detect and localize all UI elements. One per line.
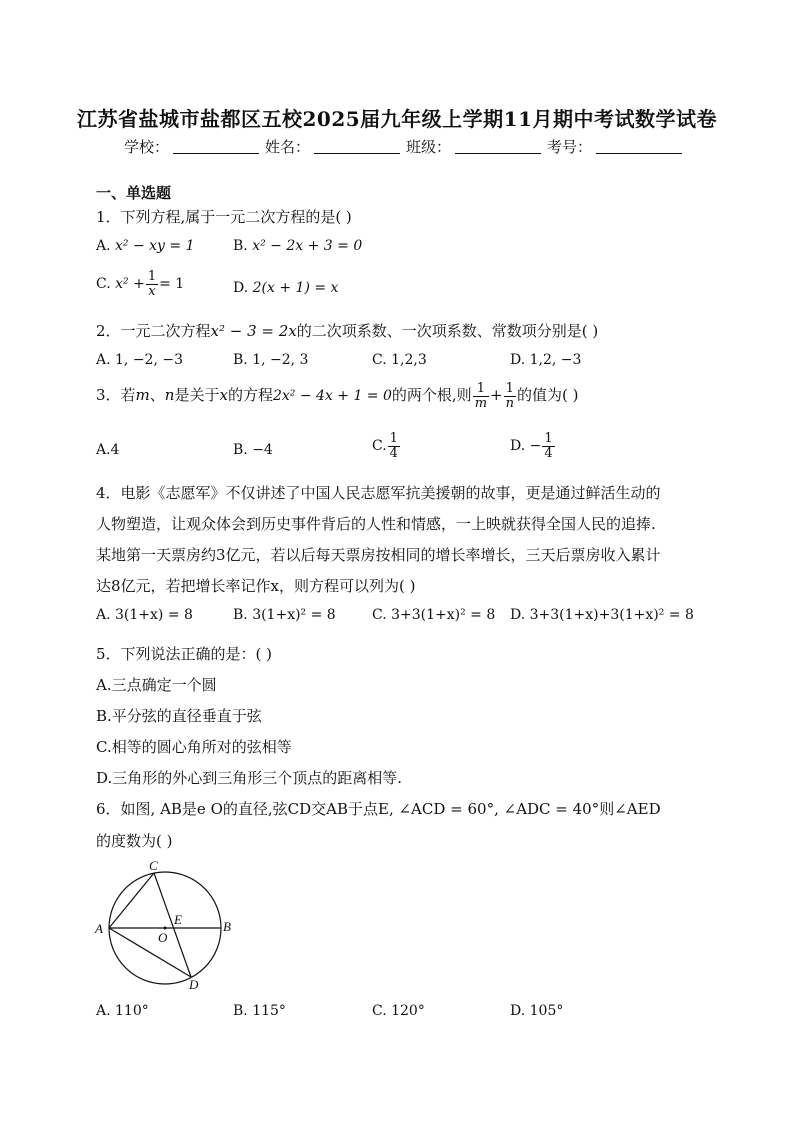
name-label: 姓名： bbox=[265, 138, 311, 156]
label-c: C bbox=[149, 858, 158, 873]
q3-option-b: B. −4 bbox=[233, 442, 273, 458]
q3-f2-num: 1 bbox=[504, 382, 516, 397]
number-label: 考号： bbox=[547, 138, 593, 156]
student-info-row bbox=[124, 136, 688, 157]
q6-option-c: C. 120° bbox=[372, 1003, 425, 1019]
q3-var-m: m bbox=[135, 386, 150, 405]
q1-d-label: D. bbox=[233, 280, 249, 296]
q6-line-2: 的度数为( ) bbox=[96, 832, 173, 850]
label-o: O bbox=[158, 930, 168, 945]
label-d: D bbox=[189, 977, 199, 992]
q2-option-a: A. 1, −2, −3 bbox=[96, 352, 183, 368]
q5-option-c: C.相等的圆心角所对的弦相等 bbox=[96, 738, 292, 756]
q4-option-c: C. 3+3(1+x)² = 8 bbox=[372, 607, 496, 623]
q2-option-b: B. 1, −2, 3 bbox=[233, 352, 309, 368]
q1-c-num: 1 bbox=[147, 269, 157, 284]
q1-option-a bbox=[96, 238, 195, 254]
q4-line-1: 4．电影《志愿军》不仅讲述了中国人民志愿军抗美援朝的故事，更是通过鲜活生动的 bbox=[96, 484, 661, 502]
q6-option-b: B. 115° bbox=[233, 1003, 286, 1019]
q3-var-x: x bbox=[219, 386, 228, 405]
q3-d-num: 1 bbox=[544, 431, 553, 446]
q3-stem-e: 的值为( ) bbox=[516, 386, 579, 405]
class-label: 班级： bbox=[406, 138, 452, 156]
number-blank[interactable] bbox=[596, 139, 682, 154]
q3-frac-1 bbox=[473, 382, 489, 410]
q3-stem-b: 是关于 bbox=[174, 386, 220, 405]
q3-option-a: A.4 bbox=[96, 442, 120, 458]
q3-stem-a: 3．若 bbox=[96, 386, 136, 405]
q1-option-c bbox=[96, 270, 184, 298]
q1-option-b bbox=[233, 238, 362, 254]
school-blank[interactable] bbox=[173, 139, 259, 154]
q6-option-a: A. 110° bbox=[96, 1003, 149, 1019]
q3-c-den: 4 bbox=[389, 445, 398, 461]
school-label: 学校： bbox=[124, 138, 170, 156]
q2-equation: x² − 3 = 2x bbox=[210, 322, 297, 340]
q4-option-a: A. 3(1+x) = 8 bbox=[96, 607, 193, 623]
q3-c-num: 1 bbox=[389, 431, 398, 446]
q3-c-label: C. bbox=[372, 438, 387, 455]
q3-frac-2 bbox=[504, 382, 516, 410]
q1-a-label: A. bbox=[96, 238, 111, 254]
q4-option-b: B. 3(1+x)² = 8 bbox=[233, 607, 336, 623]
q3-plus: + bbox=[490, 386, 503, 405]
circle-figure bbox=[92, 856, 242, 992]
q3-option-c bbox=[372, 432, 401, 460]
section-heading: 一、单选题 bbox=[96, 184, 172, 202]
q4-line-4: 达8亿元，若把增长率记作x，则方程可以列为( ) bbox=[96, 577, 416, 595]
q3-c-fraction bbox=[388, 432, 400, 460]
q1-c-label: C. bbox=[96, 276, 111, 293]
label-b: B bbox=[223, 919, 231, 934]
label-a: A bbox=[95, 921, 103, 936]
label-e: E bbox=[174, 912, 182, 927]
q3-stem-c: 的方程 bbox=[227, 386, 273, 405]
q5-option-a: A.三点确定一个圆 bbox=[96, 676, 217, 694]
q3-option-d bbox=[510, 432, 556, 460]
q3-stem-d: 的两个根,则 bbox=[391, 386, 472, 405]
q5-stem: 5．下列说法正确的是：( ) bbox=[96, 645, 273, 663]
q1-stem: 1．下列方程,属于一元二次方程的是( ) bbox=[96, 208, 352, 226]
q6-option-d: D. 105° bbox=[510, 1003, 564, 1019]
q6-line-1: 6．如图, AB是e O的直径,弦CD交AB于点E, ∠ACD = 60°, ∠ADC = 40°则∠AED bbox=[96, 800, 661, 818]
q2-stem-a: 2．一元二次方程 bbox=[96, 322, 211, 340]
exam-title: 江苏省盐城市盐都区五校2025届九年级上学期11月期中考试数学试卷 bbox=[77, 107, 717, 131]
q1-c-lhs: x² + bbox=[115, 276, 145, 293]
q3-var-n: n bbox=[164, 386, 175, 405]
q4-line-3: 某地第一天票房约3亿元，若以后每天票房按相同的增长率增长，三天后票房收入累计 bbox=[96, 546, 661, 564]
q5-option-b: B.平分弦的直径垂直于弦 bbox=[96, 707, 262, 725]
name-blank[interactable] bbox=[314, 139, 400, 154]
chord-ad bbox=[109, 928, 191, 977]
q2-stem bbox=[96, 320, 598, 341]
q3-sep: 、 bbox=[149, 386, 165, 405]
q1-d-expr: 2(x + 1) = x bbox=[252, 280, 339, 296]
q4-line-2: 人物塑造，让观众体会到历史事件背后的人性和情感，一上映就获得全国人民的追捧. bbox=[96, 515, 656, 533]
q2-stem-b: 的二次项系数、一次项系数、常数项分别是( ) bbox=[296, 322, 599, 340]
q3-stem bbox=[96, 382, 578, 410]
q3-equation: 2x² − 4x + 1 = 0 bbox=[272, 388, 392, 405]
q3-f1-den: m bbox=[474, 395, 488, 411]
class-blank[interactable] bbox=[455, 139, 541, 154]
q3-f2-den: n bbox=[505, 395, 514, 411]
q1-c-fraction bbox=[146, 270, 158, 298]
q1-a-expr: x² − xy = 1 bbox=[115, 238, 195, 254]
q2-option-c: C. 1,2,3 bbox=[372, 352, 427, 368]
q1-c-den: x bbox=[148, 283, 156, 299]
q4-option-d: D. 3+3(1+x)+3(1+x)² = 8 bbox=[510, 607, 694, 623]
q3-f1-num: 1 bbox=[473, 382, 489, 397]
q3-d-den: 4 bbox=[544, 445, 553, 461]
q5-option-d: D.三角形的外心到三角形三个顶点的距离相等. bbox=[96, 769, 403, 787]
q3-d-label: D. − bbox=[510, 438, 542, 455]
q3-d-fraction bbox=[542, 432, 554, 460]
q1-b-label: B. bbox=[233, 238, 248, 254]
q1-c-rhs: = 1 bbox=[159, 276, 185, 293]
chord-cd bbox=[154, 873, 191, 977]
q1-option-d bbox=[233, 280, 338, 296]
q2-option-d: D. 1,2, −3 bbox=[510, 352, 582, 368]
q1-b-expr: x² − 2x + 3 = 0 bbox=[252, 238, 363, 254]
